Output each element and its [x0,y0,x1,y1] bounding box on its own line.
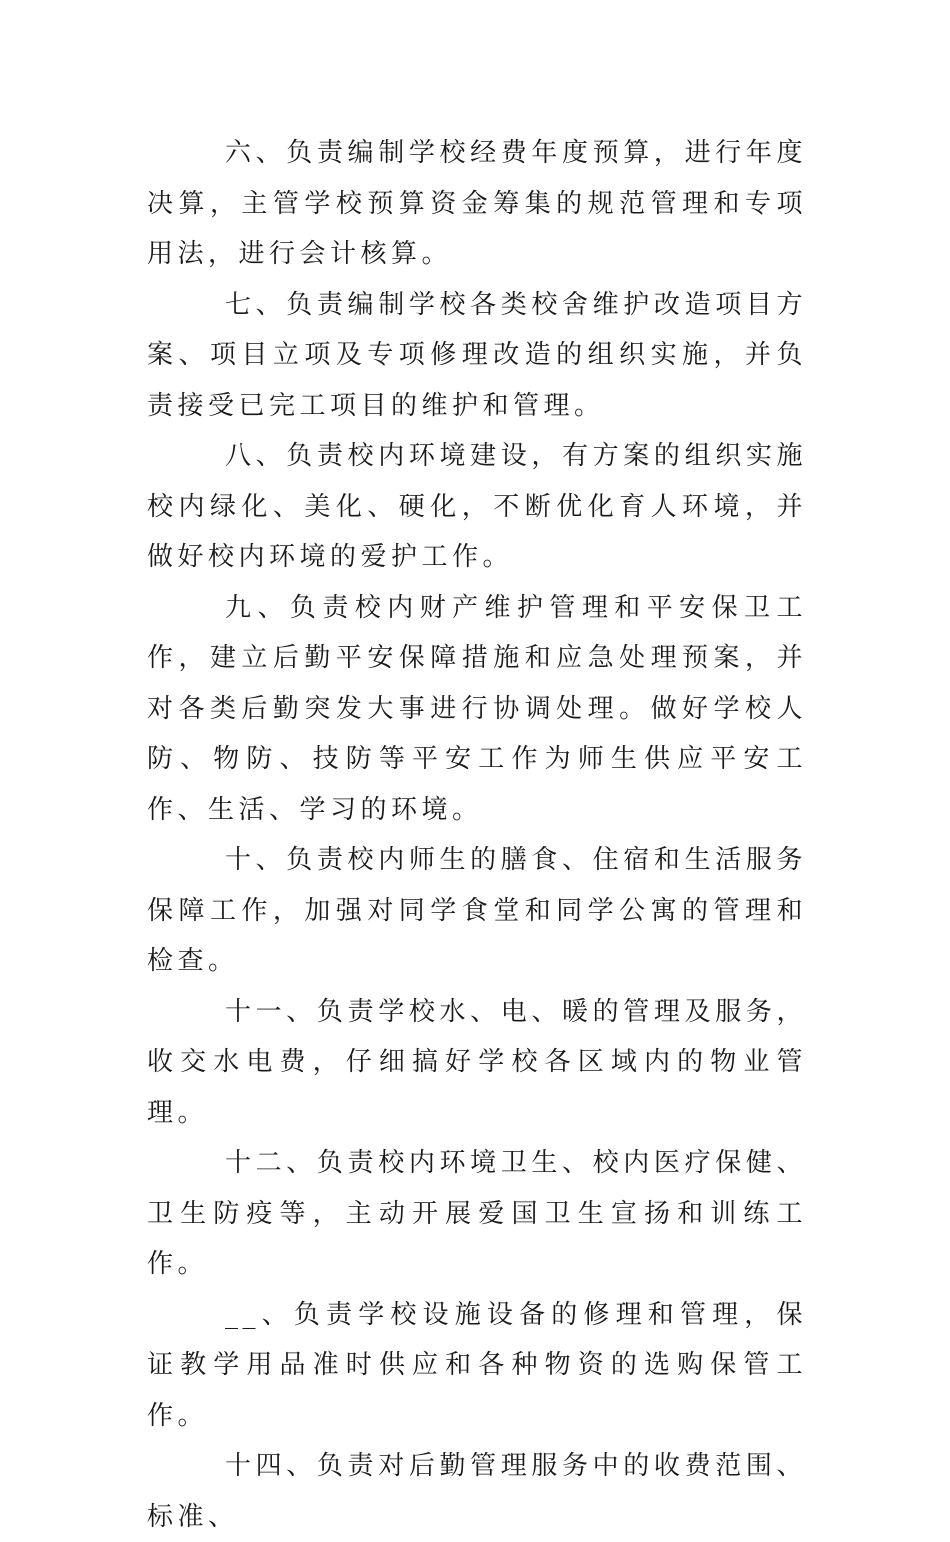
paragraph-12: 十二、负责校内环境卫生、校内医疗保健、卫生防疫等，主动开展爱国卫生宣扬和训练工作。 [147,1148,807,1279]
paragraph-14: 十四、负责对后勤管理服务中的收费范围、标准、 [147,1451,807,1532]
paragraph-8: 八、负责校内环境建设，有方案的组织实施校内绿化、美化、硬化，不断优化育人环境，并做好校内环境的爱护工作。 [147,441,807,572]
paragraph-9: 九、负责校内财产维护管理和平安保卫工作，建立后勤平安保障措施和应急处理预案，并对各类后勤突发大事进行协调处理。做好学校人防、物防、技防等平安工作为师生供应平安工作、生活、学习的环境。 [147,592,807,825]
paragraph-11: 十一、负责学校水、电、暖的管理及服务，收交水电费，仔细搞好学校各区域内的物业管理。 [147,996,807,1128]
paragraph-13: __、负责学校设施设备的修理和管理，保证教学用品准时供应和各种物资的选购保管工作。 [147,1299,807,1431]
paragraph-7: 七、负责编制学校各类校舍维护改造项目方案、项目立项及专项修理改造的组织实施，并负责接受已完工项目的维护和管理。 [147,289,807,421]
document-body [147,128,807,1542]
paragraph-10: 十、负责校内师生的膳食、住宿和生活服务保障工作，加强对同学食堂和同学公寓的管理和检查。 [147,845,807,976]
paragraph-6: 六、负责编制学校经费年度预算，进行年度决算，主管学校预算资金筹集的规范管理和专项用法，进行会计核算。 [147,138,807,269]
